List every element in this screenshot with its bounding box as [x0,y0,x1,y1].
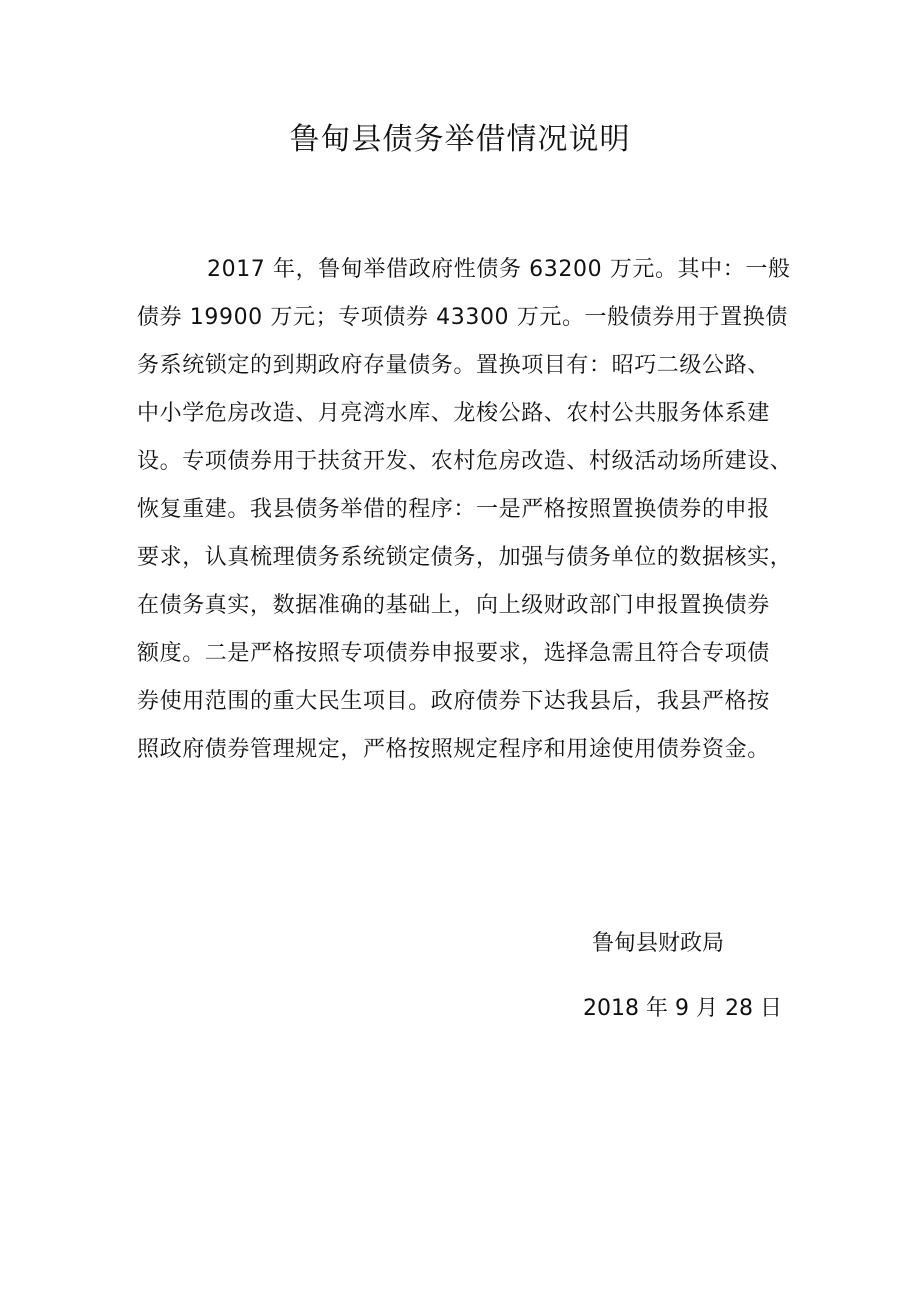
body-line: 债券 19900 万元；专项债券 43300 万元。一般债券用于置换债 [137,305,788,330]
body-line: 在债务真实，数据准确的基础上，向上级财政部门申报置换债券 [137,593,770,618]
body-line: 要求，认真梳理债务系统锁定债务，加强与债务单位的数据核实， [137,545,793,570]
document-title: 鲁甸县债务举借情况说明 [289,122,631,157]
document-body [137,246,801,774]
body-line: 中小学危房改造、月亮湾水库、龙梭公路、农村公共服务体系建 [137,401,770,426]
body-line: 务系统锁定的到期政府存量债务。置换项目有：昭巧二级公路、 [137,353,770,378]
body-line: 恢复重建。我县债务举借的程序：一是严格按照置换债券的申报 [137,497,770,522]
signature-date: 2018 年 9 月 28 日 [583,996,782,1021]
body-line: 券使用范围的重大民生项目。政府债券下达我县后，我县严格按 [137,689,770,714]
body-line: 2017 年，鲁甸举借政府性债务 63200 万元。其中：一般 [207,257,791,282]
body-line: 额度。二是严格按照专项债券申报要求，选择急需且符合专项债 [137,641,770,666]
signature-organization: 鲁甸县财政局 [592,931,725,956]
body-line: 设。专项债券用于扶贫开发、农村危房改造、村级活动场所建设、 [137,449,793,474]
body-line: 照政府债券管理规定，严格按照规定程序和用途使用债券资金。 [137,737,770,762]
